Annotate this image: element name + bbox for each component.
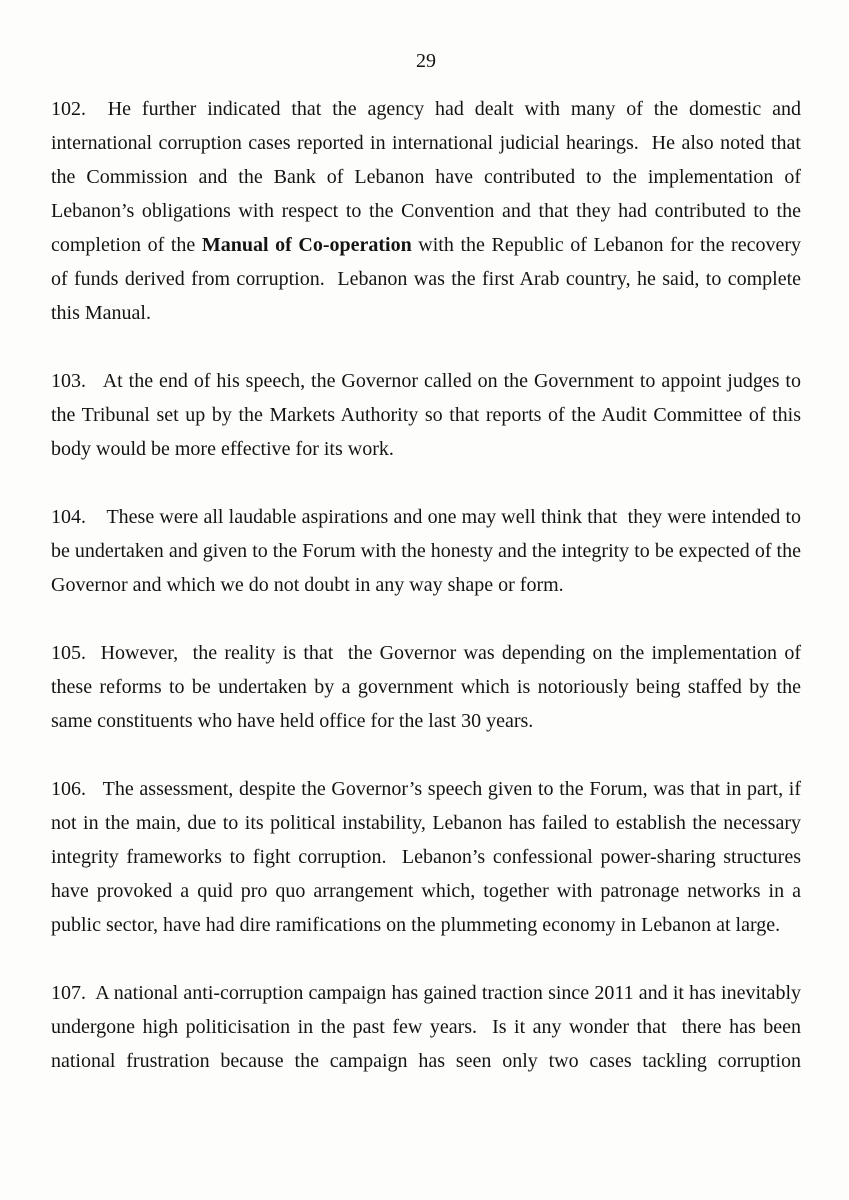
paragraph-number: 103.: [51, 370, 86, 392]
paragraph-text: At the end of his speech, the Governor called on the Government to appoint judges to the Tribunal set up by the Markets Authority so that reports of the Audit Committee of this body would be more effective for its work.: [51, 370, 806, 460]
paragraph-number: 104.: [51, 506, 86, 528]
paragraph-103: [51, 364, 806, 466]
page-number: 29: [416, 50, 436, 72]
paragraph-number: 102.: [51, 98, 86, 120]
paragraph-text: However, the reality is that the Governor was depending on the implementation of these reforms to be undertaken by a government which is notoriously being staffed by the same constituents who have held office for the last 30 years.: [51, 642, 806, 732]
paragraph-number: 105.: [51, 642, 86, 664]
paragraph-number: 107.: [51, 982, 86, 1004]
paragraph-text: with the Republic of Lebanon for the recovery of funds derived from corruption. Lebanon was the first Arab country, he said, to complete this Manual.: [51, 234, 806, 324]
paragraph-number: 106.: [51, 778, 86, 800]
paragraph-text: These were all laudable aspirations and one may well think that they were intended to be undertaken and given to the Forum with the honesty and the integrity to be expected of the Governor and which we do not doubt in any way shape or form.: [51, 506, 806, 596]
paragraph-106: [51, 772, 806, 942]
paragraph-105: [51, 636, 806, 738]
paragraph-102: [51, 92, 806, 330]
paragraph-text: He further indicated that the agency had dealt with many of the domestic and international corruption cases reported in international judicial hearings. He also noted that the Commission and the Bank of Lebanon have contributed to the implementation of Lebanon’s obligations with respect to the Convention and that they had contributed to the completion of the: [51, 98, 806, 256]
paragraph-text: A national anti-corruption campaign has gained traction since 2011 and it has inevitably undergone high politicisation in the past few years. Is it any wonder that there has been national frustration because the campaign has seen only two cases tackling corruption: [51, 982, 806, 1072]
paragraph-text: The assessment, despite the Governor’s speech given to the Forum, was that in part, if not in the main, due to its political instability, Lebanon has failed to establish the necessary integrity frameworks to fight corruption. Lebanon’s confessional power-sharing structures have provoked a quid pro quo arrangement which, together with patronage networks in a public sector, have had dire ramifications on the plummeting economy in Lebanon at large.: [51, 778, 806, 936]
bold-phrase: Manual of Co-operation: [201, 234, 412, 256]
paragraph-104: [51, 500, 806, 602]
paragraph-107: [51, 976, 806, 1078]
